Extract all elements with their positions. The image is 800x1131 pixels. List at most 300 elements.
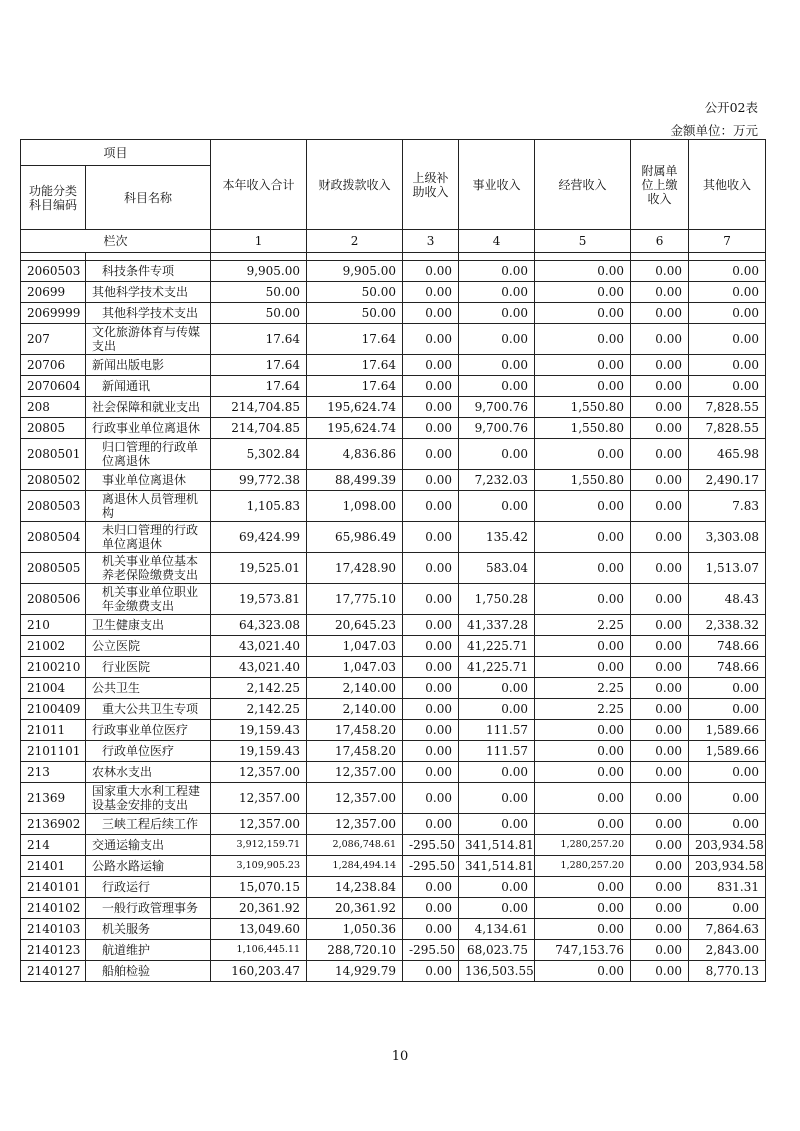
- amount-cell: 1,513.07: [689, 553, 766, 584]
- form-code-label: 公开02表: [704, 100, 758, 115]
- amount-cell: 0.00: [459, 282, 535, 303]
- amount-cell: 0.00: [631, 303, 689, 324]
- amount-cell: 1,047.03: [307, 657, 403, 678]
- subject-name-cell: 新闻通讯: [86, 376, 211, 397]
- header-row-project: [21, 140, 766, 166]
- amount-cell: 0.00: [459, 376, 535, 397]
- amount-cell: 3,912,159.71: [211, 835, 307, 856]
- amount-cell: 747,153.76: [535, 940, 631, 961]
- amount-cell: 9,700.76: [459, 418, 535, 439]
- function-code-cell: 2069999: [21, 303, 86, 324]
- table-row: [21, 470, 766, 491]
- amount-cell: 19,159.43: [211, 720, 307, 741]
- amount-cell: 3,303.08: [689, 522, 766, 553]
- amount-cell: 748.66: [689, 636, 766, 657]
- amount-cell: 41,225.71: [459, 657, 535, 678]
- amount-cell: 4,134.61: [459, 919, 535, 940]
- subject-name-cell: 重大公共卫生专项: [86, 699, 211, 720]
- amount-cell: 748.66: [689, 657, 766, 678]
- amount-cell: 160,203.47: [211, 961, 307, 982]
- amount-cell: 43,021.40: [211, 657, 307, 678]
- amount-cell: 0.00: [689, 783, 766, 814]
- amount-cell: 9,700.76: [459, 397, 535, 418]
- amount-cell: 0.00: [631, 282, 689, 303]
- amount-cell: 0.00: [535, 324, 631, 355]
- fiscal-income-header: 财政拨款收入: [307, 140, 403, 230]
- amount-cell: 0.00: [535, 877, 631, 898]
- amount-cell: 48.43: [689, 584, 766, 615]
- amount-cell: 2.25: [535, 615, 631, 636]
- amount-cell: 111.57: [459, 720, 535, 741]
- amount-cell: 2,086,748.61: [307, 835, 403, 856]
- amount-cell: 0.00: [689, 261, 766, 282]
- subject-name-cell: 文化旅游体育与传媒支出: [86, 324, 211, 355]
- amount-cell: 0.00: [631, 397, 689, 418]
- amount-cell: 0.00: [403, 919, 459, 940]
- amount-cell: 0.00: [631, 584, 689, 615]
- amount-cell: 2,142.25: [211, 699, 307, 720]
- function-code-cell: 2101101: [21, 741, 86, 762]
- amount-cell: 0.00: [403, 657, 459, 678]
- amount-cell: 0.00: [403, 636, 459, 657]
- spacer-row: [21, 253, 766, 261]
- amount-cell: 2,490.17: [689, 470, 766, 491]
- amount-cell: 0.00: [403, 418, 459, 439]
- amount-cell: 19,159.43: [211, 741, 307, 762]
- amount-cell: 0.00: [459, 814, 535, 835]
- amount-cell: 0.00: [631, 522, 689, 553]
- amount-cell: 7,828.55: [689, 397, 766, 418]
- amount-cell: 1,589.66: [689, 720, 766, 741]
- amount-cell: 0.00: [403, 470, 459, 491]
- affiliated-income-header: 附属单位上缴收入: [631, 140, 689, 230]
- amount-cell: 0.00: [535, 741, 631, 762]
- amount-cell: 0.00: [535, 783, 631, 814]
- amount-cell: 0.00: [535, 657, 631, 678]
- subject-name-cell: 其他科学技术支出: [86, 303, 211, 324]
- table-row: [21, 584, 766, 615]
- page-number: 10: [391, 1049, 409, 1064]
- function-code-header: 功能分类科目编码: [21, 166, 86, 230]
- operating-income-header: 经营收入: [535, 140, 631, 230]
- subject-name-cell: 卫生健康支出: [86, 615, 211, 636]
- table-row: [21, 261, 766, 282]
- amount-cell: 0.00: [535, 282, 631, 303]
- subject-name-cell: 其他科学技术支出: [86, 282, 211, 303]
- amount-cell: 2.25: [535, 699, 631, 720]
- amount-cell: 0.00: [403, 678, 459, 699]
- amount-cell: 0.00: [403, 783, 459, 814]
- amount-cell: 19,525.01: [211, 553, 307, 584]
- amount-cell: 2,843.00: [689, 940, 766, 961]
- other-income-header: 其他收入: [689, 140, 766, 230]
- amount-cell: 111.57: [459, 741, 535, 762]
- table-row: [21, 762, 766, 783]
- amount-cell: 17.64: [211, 376, 307, 397]
- amount-cell: 17.64: [211, 324, 307, 355]
- function-code-cell: 2100210: [21, 657, 86, 678]
- amount-cell: 0.00: [689, 762, 766, 783]
- amount-cell: 0.00: [403, 282, 459, 303]
- amount-cell: 0.00: [403, 877, 459, 898]
- function-code-cell: 21004: [21, 678, 86, 699]
- amount-cell: 0.00: [403, 741, 459, 762]
- amount-cell: 831.31: [689, 877, 766, 898]
- amount-cell: 0.00: [403, 491, 459, 522]
- amount-cell: 0.00: [403, 814, 459, 835]
- amount-cell: 4,836.86: [307, 439, 403, 470]
- subject-name-cell: 公路水路运输: [86, 856, 211, 877]
- amount-cell: 0.00: [459, 783, 535, 814]
- amount-cell: 0.00: [459, 439, 535, 470]
- subject-name-cell: 行政事业单位离退休: [86, 418, 211, 439]
- amount-cell: 50.00: [307, 282, 403, 303]
- subject-name-cell: 事业单位离退休: [86, 470, 211, 491]
- amount-cell: 0.00: [689, 303, 766, 324]
- subject-name-cell: 机关服务: [86, 919, 211, 940]
- amount-cell: 0.00: [403, 355, 459, 376]
- amount-cell: 203,934.58: [689, 856, 766, 877]
- function-code-cell: 2100409: [21, 699, 86, 720]
- amount-cell: 12,357.00: [211, 762, 307, 783]
- table-row: [21, 741, 766, 762]
- amount-cell: 9,905.00: [307, 261, 403, 282]
- subject-name-cell: 公立医院: [86, 636, 211, 657]
- subject-name-cell: 行业医院: [86, 657, 211, 678]
- table-row: [21, 615, 766, 636]
- amount-cell: 0.00: [459, 898, 535, 919]
- amount-cell: 0.00: [535, 376, 631, 397]
- amount-cell: 20,361.92: [211, 898, 307, 919]
- function-code-cell: 20699: [21, 282, 86, 303]
- amount-cell: 1,098.00: [307, 491, 403, 522]
- table-row: [21, 856, 766, 877]
- amount-cell: 0.00: [535, 919, 631, 940]
- table-row: [21, 397, 766, 418]
- amount-cell: 0.00: [403, 615, 459, 636]
- function-code-cell: 2140102: [21, 898, 86, 919]
- subject-name-cell: 三峡工程后续工作: [86, 814, 211, 835]
- amount-cell: 15,070.15: [211, 877, 307, 898]
- amount-cell: 41,337.28: [459, 615, 535, 636]
- amount-cell: 50.00: [211, 282, 307, 303]
- amount-cell: 0.00: [631, 762, 689, 783]
- subject-name-cell: 船舶检验: [86, 961, 211, 982]
- subject-name-cell: 交通运输支出: [86, 835, 211, 856]
- column-number: 5: [535, 230, 631, 253]
- table-row: [21, 699, 766, 720]
- function-code-cell: 21369: [21, 783, 86, 814]
- amount-cell: 12,357.00: [307, 814, 403, 835]
- table-row: [21, 303, 766, 324]
- amount-cell: 0.00: [689, 324, 766, 355]
- table-row: [21, 355, 766, 376]
- table-row: [21, 877, 766, 898]
- amount-cell: 0.00: [689, 678, 766, 699]
- amount-cell: 0.00: [403, 324, 459, 355]
- amount-cell: 0.00: [459, 303, 535, 324]
- amount-cell: 1,047.03: [307, 636, 403, 657]
- subject-name-cell: 行政单位医疗: [86, 741, 211, 762]
- subject-name-cell: 机关事业单位基本养老保险缴费支出: [86, 553, 211, 584]
- subject-name-cell: 机关事业单位职业年金缴费支出: [86, 584, 211, 615]
- amount-cell: 0.00: [631, 615, 689, 636]
- table-row: [21, 657, 766, 678]
- amount-cell: 0.00: [535, 720, 631, 741]
- amount-cell: 0.00: [631, 961, 689, 982]
- amount-cell: 0.00: [459, 261, 535, 282]
- table-row: [21, 961, 766, 982]
- amount-cell: 0.00: [403, 584, 459, 615]
- table-row: [21, 553, 766, 584]
- amount-cell: 203,934.58: [689, 835, 766, 856]
- column-number: 7: [689, 230, 766, 253]
- amount-cell: 17,775.10: [307, 584, 403, 615]
- subject-name-cell: 离退休人员管理机构: [86, 491, 211, 522]
- amount-cell: 1,589.66: [689, 741, 766, 762]
- function-code-cell: 2070604: [21, 376, 86, 397]
- subject-name-header: 科目名称: [86, 166, 211, 230]
- column-number-row: [21, 230, 766, 253]
- subject-name-cell: 行政运行: [86, 877, 211, 898]
- amount-cell: 0.00: [459, 491, 535, 522]
- table-row: [21, 636, 766, 657]
- amount-cell: 0.00: [689, 898, 766, 919]
- amount-cell: 1,280,257.20: [535, 856, 631, 877]
- amount-cell: 0.00: [631, 636, 689, 657]
- amount-cell: 0.00: [535, 491, 631, 522]
- amount-cell: 195,624.74: [307, 397, 403, 418]
- amount-cell: 41,225.71: [459, 636, 535, 657]
- function-code-cell: 2080503: [21, 491, 86, 522]
- amount-cell: 0.00: [631, 919, 689, 940]
- amount-cell: 0.00: [631, 261, 689, 282]
- amount-cell: 583.04: [459, 553, 535, 584]
- table-row: [21, 898, 766, 919]
- amount-cell: 19,573.81: [211, 584, 307, 615]
- function-code-cell: 2140103: [21, 919, 86, 940]
- amount-cell: 0.00: [459, 699, 535, 720]
- amount-cell: 20,645.23: [307, 615, 403, 636]
- amount-cell: 0.00: [403, 699, 459, 720]
- amount-cell: 9,905.00: [211, 261, 307, 282]
- column-number: 3: [403, 230, 459, 253]
- amount-cell: 0.00: [403, 762, 459, 783]
- function-code-cell: 2080501: [21, 439, 86, 470]
- amount-cell: 7.83: [689, 491, 766, 522]
- subject-name-cell: 新闻出版电影: [86, 355, 211, 376]
- amount-cell: 0.00: [535, 636, 631, 657]
- amount-cell: 0.00: [535, 898, 631, 919]
- amount-cell: 0.00: [631, 814, 689, 835]
- subject-name-cell: 归口管理的行政单位离退休: [86, 439, 211, 470]
- amount-cell: 0.00: [689, 699, 766, 720]
- amount-cell: 2,140.00: [307, 699, 403, 720]
- amount-cell: 99,772.38: [211, 470, 307, 491]
- amount-cell: 0.00: [535, 522, 631, 553]
- amount-cell: 0.00: [403, 376, 459, 397]
- column-label: 栏次: [21, 230, 211, 253]
- amount-cell: -295.50: [403, 856, 459, 877]
- amount-cell: 17,428.90: [307, 553, 403, 584]
- amount-cell: 0.00: [631, 898, 689, 919]
- amount-cell: 0.00: [631, 553, 689, 584]
- function-code-cell: 21011: [21, 720, 86, 741]
- amount-cell: 0.00: [631, 835, 689, 856]
- amount-cell: 1,550.80: [535, 397, 631, 418]
- amount-cell: 0.00: [631, 783, 689, 814]
- amount-cell: 288,720.10: [307, 940, 403, 961]
- function-code-cell: 20706: [21, 355, 86, 376]
- superior-subsidy-header: 上级补助收入: [403, 140, 459, 230]
- amount-cell: 0.00: [631, 877, 689, 898]
- amount-cell: 0.00: [535, 303, 631, 324]
- amount-cell: 0.00: [689, 814, 766, 835]
- amount-cell: 0.00: [535, 355, 631, 376]
- amount-cell: 0.00: [535, 261, 631, 282]
- function-code-cell: 2060503: [21, 261, 86, 282]
- amount-cell: 7,232.03: [459, 470, 535, 491]
- amount-cell: 17,458.20: [307, 720, 403, 741]
- table-row: [21, 491, 766, 522]
- amount-cell: 1,050.36: [307, 919, 403, 940]
- table-row: [21, 783, 766, 814]
- amount-cell: 0.00: [631, 741, 689, 762]
- function-code-cell: 213: [21, 762, 86, 783]
- subject-name-cell: 社会保障和就业支出: [86, 397, 211, 418]
- amount-cell: 0.00: [459, 324, 535, 355]
- amount-cell: 1,550.80: [535, 470, 631, 491]
- subject-name-cell: 科技条件专项: [86, 261, 211, 282]
- amount-cell: 214,704.85: [211, 397, 307, 418]
- amount-cell: 17.64: [307, 324, 403, 355]
- function-code-cell: 21401: [21, 856, 86, 877]
- amount-cell: 5,302.84: [211, 439, 307, 470]
- amount-cell: 0.00: [631, 940, 689, 961]
- amount-cell: 2.25: [535, 678, 631, 699]
- amount-cell: 0.00: [631, 355, 689, 376]
- function-code-cell: 21002: [21, 636, 86, 657]
- amount-cell: 0.00: [403, 261, 459, 282]
- amount-cell: 0.00: [403, 720, 459, 741]
- function-code-cell: 2140127: [21, 961, 86, 982]
- amount-cell: 1,280,257.20: [535, 835, 631, 856]
- amount-cell: 0.00: [459, 877, 535, 898]
- amount-cell: 0.00: [689, 282, 766, 303]
- amount-cell: 8,770.13: [689, 961, 766, 982]
- table-row: [21, 439, 766, 470]
- amount-cell: 17,458.20: [307, 741, 403, 762]
- amount-cell: 0.00: [631, 720, 689, 741]
- amount-cell: 43,021.40: [211, 636, 307, 657]
- column-number: 2: [307, 230, 403, 253]
- amount-cell: 0.00: [631, 678, 689, 699]
- amount-cell: 0.00: [631, 470, 689, 491]
- amount-cell: 135.42: [459, 522, 535, 553]
- amount-cell: 195,624.74: [307, 418, 403, 439]
- total-income-header: 本年收入合计: [211, 140, 307, 230]
- function-code-cell: 214: [21, 835, 86, 856]
- amount-cell: 7,864.63: [689, 919, 766, 940]
- function-code-cell: 2080506: [21, 584, 86, 615]
- amount-cell: 2,140.00: [307, 678, 403, 699]
- amount-cell: 17.64: [211, 355, 307, 376]
- amount-cell: 1,750.28: [459, 584, 535, 615]
- table-row: [21, 919, 766, 940]
- subject-name-cell: 国家重大水利工程建设基金安排的支出: [86, 783, 211, 814]
- table-row: [21, 814, 766, 835]
- subject-name-cell: 航道维护: [86, 940, 211, 961]
- amount-cell: 17.64: [307, 376, 403, 397]
- amount-cell: 1,284,494.14: [307, 856, 403, 877]
- function-code-cell: 2140101: [21, 877, 86, 898]
- amount-cell: 0.00: [459, 762, 535, 783]
- amount-cell: 50.00: [307, 303, 403, 324]
- amount-cell: 0.00: [631, 657, 689, 678]
- amount-cell: 0.00: [403, 898, 459, 919]
- amount-cell: 341,514.81: [459, 856, 535, 877]
- amount-cell: 0.00: [403, 303, 459, 324]
- amount-cell: 0.00: [535, 553, 631, 584]
- amount-cell: 2,338.32: [689, 615, 766, 636]
- table-row: [21, 678, 766, 699]
- amount-cell: -295.50: [403, 835, 459, 856]
- amount-cell: 1,106,445.11: [211, 940, 307, 961]
- table-row: [21, 376, 766, 397]
- income-summary-table: [20, 139, 766, 982]
- column-number: 6: [631, 230, 689, 253]
- function-code-cell: 2140123: [21, 940, 86, 961]
- amount-unit-label: 金额单位：万元: [670, 123, 758, 138]
- amount-cell: 1,550.80: [535, 418, 631, 439]
- project-header: 项目: [21, 140, 211, 166]
- amount-cell: 12,357.00: [211, 814, 307, 835]
- amount-cell: 2,142.25: [211, 678, 307, 699]
- subject-name-cell: 一般行政管理事务: [86, 898, 211, 919]
- amount-cell: 0.00: [459, 678, 535, 699]
- amount-cell: 68,023.75: [459, 940, 535, 961]
- amount-cell: 0.00: [535, 814, 631, 835]
- amount-cell: 0.00: [403, 522, 459, 553]
- amount-cell: 69,424.99: [211, 522, 307, 553]
- table-row: [21, 835, 766, 856]
- amount-cell: 0.00: [631, 324, 689, 355]
- amount-cell: 0.00: [631, 418, 689, 439]
- amount-cell: 17.64: [307, 355, 403, 376]
- amount-cell: 0.00: [535, 961, 631, 982]
- table-row: [21, 282, 766, 303]
- column-number: 4: [459, 230, 535, 253]
- amount-cell: 0.00: [459, 355, 535, 376]
- table-row: [21, 720, 766, 741]
- amount-cell: 0.00: [689, 355, 766, 376]
- amount-cell: 0.00: [535, 584, 631, 615]
- amount-cell: 0.00: [631, 439, 689, 470]
- amount-cell: 0.00: [689, 376, 766, 397]
- function-code-cell: 2080505: [21, 553, 86, 584]
- subject-name-cell: 公共卫生: [86, 678, 211, 699]
- amount-cell: 341,514.81: [459, 835, 535, 856]
- table-row: [21, 522, 766, 553]
- amount-cell: 50.00: [211, 303, 307, 324]
- function-code-cell: 20805: [21, 418, 86, 439]
- amount-cell: 136,503.55: [459, 961, 535, 982]
- table-row: [21, 418, 766, 439]
- amount-cell: 12,357.00: [211, 783, 307, 814]
- subject-name-cell: 农林水支出: [86, 762, 211, 783]
- amount-cell: 0.00: [631, 699, 689, 720]
- amount-cell: 13,049.60: [211, 919, 307, 940]
